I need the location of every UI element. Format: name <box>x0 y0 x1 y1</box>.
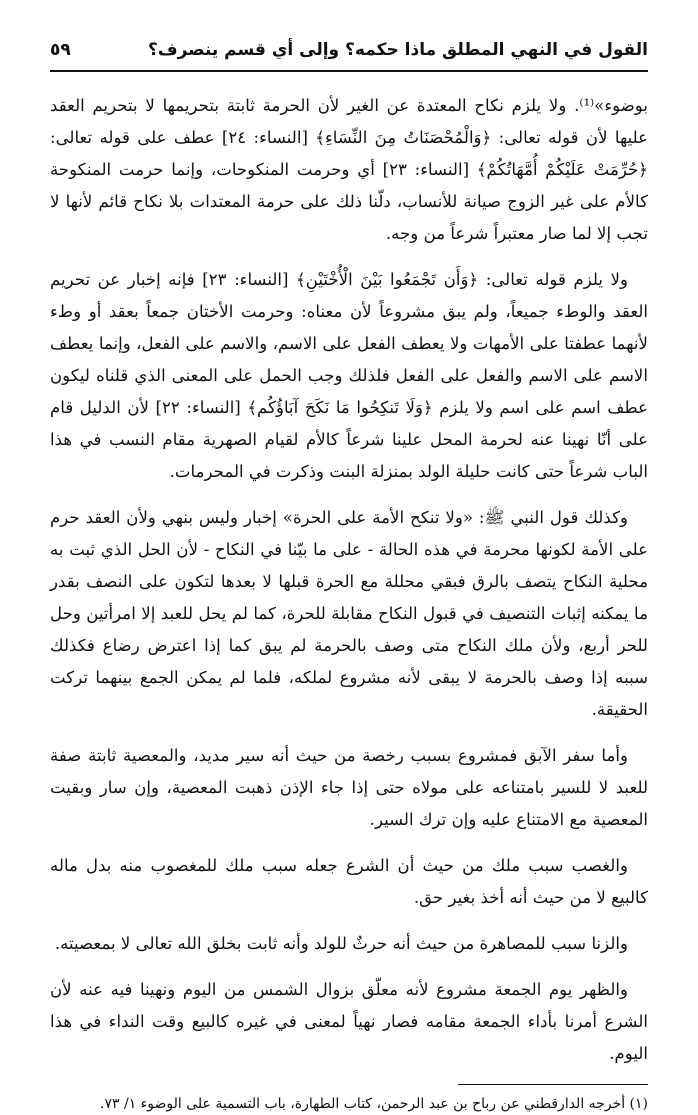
paragraph: والغصب سبب ملك من حيث أن الشرع جعله سبب ملك للمغصوب منه بدل ماله كالبيع لا من حيث أنه أخذ بغير حق. <box>50 856 648 907</box>
paragraph: والزنا سبب للمصاهرة من حيث أنه حرثٌ للولد وأنه ثابت بخلق الله تعالى لا بمعصيته. <box>54 934 628 953</box>
page-number: ٥٩ <box>50 40 71 60</box>
footnote: (١) أخرجه الدارقطني عن رباح بن عبد الرحمن، كتاب الطهارة، باب التسمية على الوضوء ١/ ٧٣. <box>100 1096 648 1112</box>
paragraph: بوضوء»⁽¹⁾. ولا يلزم نكاح المعتدة عن الغير لأن الحرمة ثابتة بتحريمها لا بتحريم العقد عليها لأن قوله تعالى: ﴿وَالْمُحْصَنَاتُ مِنَ النِّسَاءِ﴾ [النساء: ٢٤] عطف على قوله تعالى: ﴿حُرِّمَتْ عَلَيْكُمْ أُمَّهَاتُكُمْ﴾ [النساء: ٢٣] أي وحرمت المنكوحات، وإنما حرمت المنكوحة كالأم على غير الزوج صيانة للأنساب، دلّنا ذلك على حرمة المعتدات بلا نكاح قائم لأنها لا تجب إلا لما صار معتبراً شرعاً من وجه. <box>50 96 649 243</box>
body-text <box>50 90 648 1115</box>
running-title: القول في النهي المطلق ماذا حكمه؟ وإلى أي قسم ينصرف؟ <box>147 40 648 60</box>
paragraph: وأما سفر الآبق فمشروع بسبب رخصة من حيث أنه سير مديد، والمعصية ثابتة صفة للعبد لا للسير بامتناعه على مولاه حتى إذا جاء الإذن ذهبت المعصية، وإن سار وبقيت المعصية مع الامتناع عليه وإن ترك السير. <box>50 746 648 829</box>
paragraph: وكذلك قول النبي ﷺ: «ولا تنكح الأمة على الحرة» إخبار وليس بنهي ولأن العقد حرم على الأمة لكونها محرمة في هذه الحالة - على ما بيّنا في النكاح - لأن الحل الذي ثبت به محلية النكاح يتصف بالرق فبقي محللة مع الحرة قبلها لا بعدها لتكون على النصف بقدر ما يمكنه إثبات التنصيف في قبول النكاح مقابلة للحرة، كما لم يحل للعبد إلا امرأتين وحل للحر أربع، ولأن ملك النكاح متى وصف بالحرمة لم يبق كما إذا اعترض رضاع فكذلك سببه إذا وصف بالحرمة لا يبقى لأنه مشروع لملكه، فلما لم يمكن الجمع بينهما تركت الحقيقة. <box>50 508 648 719</box>
footnote-divider <box>458 1084 648 1085</box>
paragraph: ولا يلزم قوله تعالى: ﴿وَأَن تَجْمَعُوا بَيْنَ الْأُخْتَيْنِ﴾ [النساء: ٢٣] فإنه إخبار عن تحريم العقد والوطء جميعاً، ولم يبق مشروعاً لأن معناه: وحرمت الأختان جمعاً بعقد أو وطء لأنهما عطفتا على الأمهات ولا يعطف الفعل على الاسم، والاسم على الفعل، وإنما يعطف الاسم على الاسم والفعل على الفعل فلذلك وجب الحمل على المعنى الذي قلناه ليكون عطف اسم على اسم ولا يلزم ﴿وَلَا تَنكِحُوا مَا نَكَحَ آبَاؤُكُم﴾ [النساء: ٢٢] لأن الدليل قام على أنّا نهينا عنه لحرمة المحل علينا شرعاً كالأم لقيام الصهرية مقام النسب في هذا الباب شرعاً حتى كانت حليلة الولد بمنزلة البنت وذكرت في المحرمات. <box>50 270 649 481</box>
page-header <box>50 30 648 72</box>
paragraph: والظهر يوم الجمعة مشروع لأنه معلّق بزوال الشمس من اليوم ونهينا فيه عنه لأن الشرع أمرنا بأداء الجمعة مقامه فصار نهياً لمعنى في غيره كالبيع وقت النداء في هذا اليوم. <box>50 980 648 1063</box>
